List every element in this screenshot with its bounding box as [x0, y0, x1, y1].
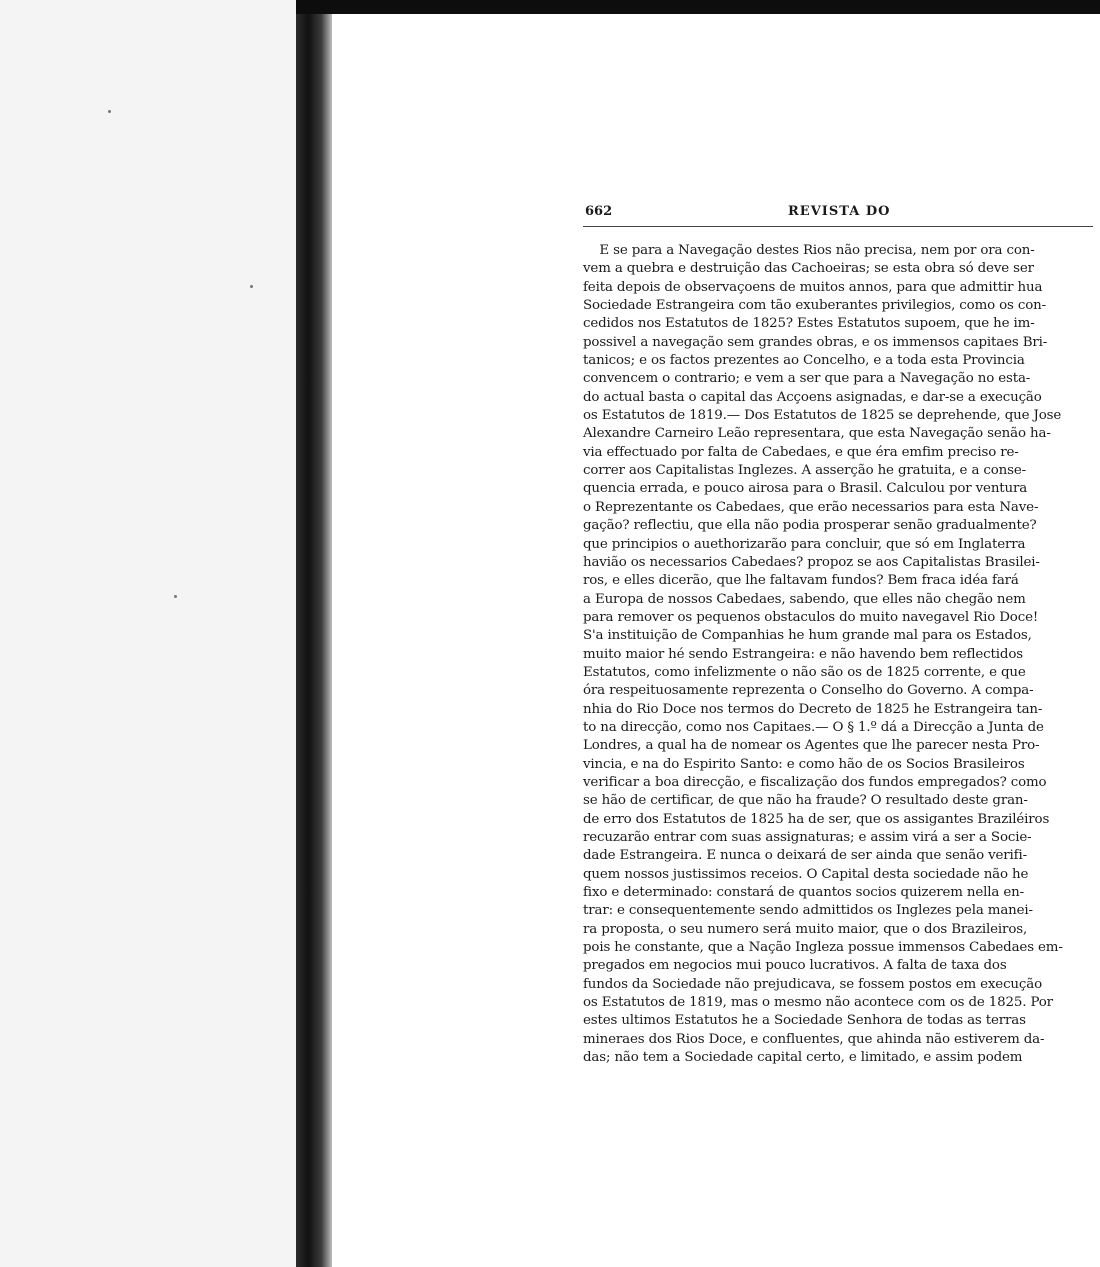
- text-line: vincia, e na do Espirito Santo: e como hão de os Socios Brasileiros: [583, 756, 1025, 772]
- text-line: S'a instituição de Companhias he hum grande mal para os Estados,: [583, 628, 1032, 644]
- text-line: das; não tem a Sociedade capital certo, e limitado, e assim podem: [583, 1050, 1023, 1066]
- text-line: Alexandre Carneiro Leão representara, que esta Navegação senão ha-: [583, 426, 1051, 442]
- scan-speck: [108, 110, 111, 113]
- text-line: havião os necessarios Cabedaes? propoz se aos Capitalistas Brasilei-: [583, 554, 1040, 570]
- text-line: para remover os pequenos obstaculos do muito navegavel Rio Doce!: [583, 609, 1039, 625]
- text-line: se hão de certificar, de que não ha fraude? O resultado deste gran-: [583, 793, 1028, 809]
- scan-speck: [250, 285, 253, 288]
- text-line: muito maior hé sendo Estrangeira: e não havendo bem reflectidos: [583, 646, 1023, 662]
- text-line: dade Estrangeira. E nunca o deixará de ser ainda que senão verifi-: [583, 848, 1027, 864]
- book-spine-shadow: [296, 0, 332, 1267]
- text-line: que principios o auethorizarão para concluir, que só em Inglaterra: [583, 536, 1026, 552]
- text-line: correr aos Capitalistas Inglezes. A asserção he gratuita, e a conse-: [583, 463, 1026, 479]
- text-line: cedidos nos Estatutos de 1825? Estes Estatutos supoem, que he im-: [583, 316, 1035, 332]
- book-page: [583, 0, 1100, 1267]
- page-number: 662: [585, 204, 613, 219]
- text-line: quencia errada, e pouco airosa para o Brasil. Calculou por ventura: [583, 481, 1028, 497]
- text-line: Sociedade Estrangeira com tão exuberantes privilegios, como os con-: [583, 298, 1046, 314]
- text-line: possivel a navegação sem grandes obras, e os immensos capitaes Bri-: [583, 334, 1048, 350]
- text-line: via effectuado por falta de Cabedaes, e que éra emfim preciso re-: [583, 444, 1019, 460]
- text-line: vem a quebra e destruição das Cachoeiras; se esta obra só deve ser: [583, 261, 1034, 277]
- text-line: nhia do Rio Doce nos termos do Decreto de 1825 he Estrangeira tan-: [583, 701, 1043, 717]
- text-line: fixo e determinado: constará de quantos socios quizerem nella en-: [583, 885, 1024, 901]
- text-line: de erro dos Estatutos de 1825 ha de ser, que os assigantes Braziléiros: [583, 811, 1050, 827]
- text-line: tanicos; e os factos prezentes ao Concelho, e a toda esta Provincia: [583, 353, 1025, 369]
- text-line: to na direcção, como nos Capitaes.— O § 1.º dá a Direcção a Junta de: [583, 719, 1044, 735]
- text-line: recuzarão entrar com suas assignaturas; e assim virá a ser a Socie-: [583, 830, 1032, 845]
- text-line: fundos da Sociedade não prejudicava, se fossem postos em execução: [583, 976, 1042, 992]
- text-line: estes ultimos Estatutos he a Sociedade Senhora de todas as terras: [583, 1013, 1026, 1029]
- text-line: ra proposta, o seu numero será muito maior, que o dos Brazileiros,: [583, 921, 1028, 937]
- text-line: trar: e consequentemente sendo admittidos os Inglezes pela manei-: [583, 903, 1033, 919]
- text-line: os Estatutos de 1819.— Dos Estatutos de 1825 se deprehende, que Jose: [583, 408, 1062, 424]
- body-text: [583, 242, 1100, 1067]
- text-line: pregados em negocios mui pouco lucrativos. A falta de taxa dos: [583, 958, 1007, 974]
- running-title: REVISTA DO: [788, 204, 891, 219]
- text-line: mineraes dos Rios Doce, e confluentes, que ahinda não estiverem da-: [583, 1031, 1045, 1047]
- text-line: a Europa de nossos Cabedaes, sabendo, que elles não chegão nem: [583, 591, 1026, 607]
- facing-page-margin: [0, 0, 300, 1267]
- text-line: quem nossos justissimos receios. O Capital desta sociedade não he: [583, 866, 1029, 882]
- text-line: Estatutos, como infelizmente o não são os de 1825 corrente, e que: [583, 664, 1026, 680]
- text-line: E se para a Navegação destes Rios não precisa, nem por ora con-: [583, 243, 1035, 258]
- text-line: convencem o contrario; e vem a ser que para a Navegação no esta-: [583, 371, 1031, 387]
- text-line: verificar a boa direcção, e fiscalização dos fundos empregados? como: [583, 774, 1047, 790]
- text-line: gação? reflectiu, que ella não podia prosperar senão gradualmente?: [583, 518, 1037, 534]
- scan-speck: [174, 595, 177, 598]
- header-rule: [583, 226, 1093, 227]
- text-line: feita depois de observaçoens de muitos annos, para que admittir hua: [583, 279, 1043, 295]
- text-line: o Reprezentante os Cabedaes, que erão necessarios para esta Nave-: [583, 499, 1039, 515]
- text-line: pois he constante, que a Nação Ingleza possue immensos Cabedaes em-: [583, 940, 1063, 956]
- text-line: óra respeituosamente reprezenta o Conselho do Governo. A compa-: [583, 683, 1034, 699]
- text-line: Londres, a qual ha de nomear os Agentes que lhe parecer nesta Pro-: [583, 738, 1040, 754]
- text-line: do actual basta o capital das Acçoens asignadas, e dar-se a execução: [583, 389, 1042, 405]
- text-line: ros, e elles dicerão, que lhe faltavam fundos? Bem fraca idéa fará: [583, 573, 1019, 589]
- page-header: [583, 204, 1093, 224]
- text-line: os Estatutos de 1819, mas o mesmo não acontece com os de 1825. Por: [583, 995, 1053, 1011]
